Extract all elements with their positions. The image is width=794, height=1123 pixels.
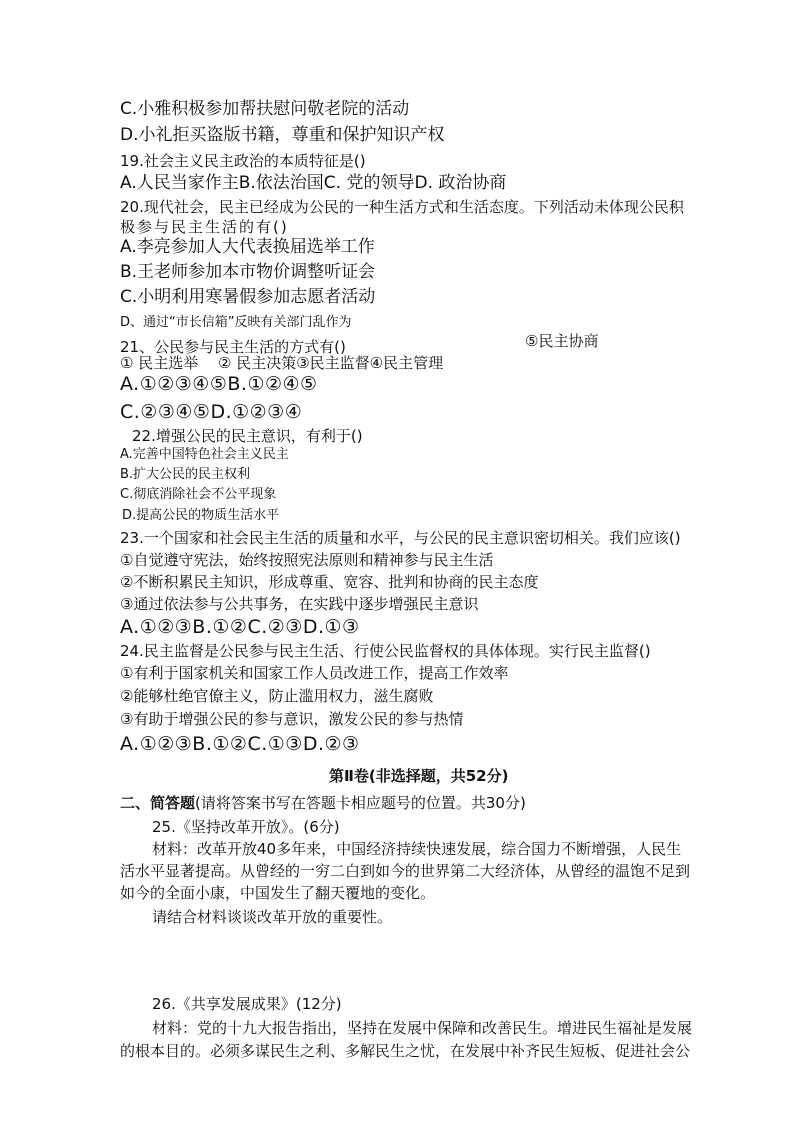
q23-options: A.①②③B.①②C.②③D.①③ (120, 616, 360, 638)
q23-item1: ①自觉遵守宪法，始终按照宪法原则和精神参与民主生活 (120, 551, 494, 569)
q21-options-ab: A.①②③④⑤B.①②④⑤ (120, 373, 318, 395)
q22-option-a: A.完善中国特色社会主义民主 (120, 447, 289, 462)
q26-title: 26.《共享发展成果》(12分) (152, 995, 342, 1013)
q21-stem: 21、公民参与民主生活的方式有() (120, 338, 346, 356)
q23-item3: ③通过依法参与公共事务，在实践中逐步增强民主意识 (120, 595, 479, 613)
q19-stem: 19.社会主义民主政治的本质特征是() (120, 152, 366, 170)
section-note: (请将答案书写在答题卡相应题号的位置。共30分) (195, 794, 526, 812)
q21-options-cd: C.②③④⑤D.①②③④ (120, 401, 303, 423)
q24-item2: ②能够杜绝官僚主义，防止滥用权力，滋生腐败 (120, 687, 434, 705)
q20-option-b: B.王老师参加本市物价调整听证会 (120, 262, 376, 282)
q24-item3: ③有助于增强公民的参与意识，激发公民的参与热情 (120, 710, 464, 728)
q20-option-c: C.小明利用寒暑假参加志愿者活动 (120, 287, 376, 307)
q20-option-a: A.李亮参加人大代表换届选举工作 (120, 237, 375, 257)
q21-items: ① 民主选举 ② 民主决策③民主监督④民主管理 (120, 354, 444, 372)
q22-option-d: D.提高公民的物质生活水平 (122, 508, 280, 523)
q22-option-c: C.彻底消除社会不公平现象 (120, 487, 277, 502)
section-label: 二、简答题 (120, 794, 196, 812)
q19-options: A.人民当家作主B.依法治国C. 党的领导D. 政治协商 (120, 173, 507, 193)
q25-line3: 如今的全面小康，中国发生了翻天覆地的变化。 (120, 884, 436, 902)
part2-title: 第Ⅱ卷(非选择题，共52分) (329, 767, 509, 785)
q20-stem-line1: 20.现代社会，民主已经成为公民的一种生活方式和生活态度。下列活动未体现公民积 (120, 198, 684, 216)
q18-option-c: C.小雅积极参加帮扶慰问敬老院的活动 (120, 99, 410, 119)
q18-option-d: D.小礼拒买盗版书籍，尊重和保护知识产权 (120, 125, 445, 145)
q22-option-b: B.扩大公民的民主权利 (120, 467, 251, 482)
q21-item5: ⑤民主协商 (525, 332, 599, 350)
q25-title: 25.《坚持改革开放》。(6分) (152, 818, 340, 836)
q20-stem-line2: 极参与民主生活的有() (120, 218, 289, 236)
q22-stem: 22.增强公民的民主意识，有利于() (132, 427, 363, 445)
q25-question: 请结合材料谈谈改革开放的重要性。 (152, 908, 393, 926)
q24-item1: ①有利于国家机关和国家工作人员改进工作，提高工作效率 (120, 664, 509, 682)
q25-line2: 活水平显著提高。从曾经的一穷二白到如今的世界第二大经济体，从曾经的温饱不足到 (120, 862, 691, 880)
q26-line1: 材料：党的十九大报告指出，坚持在发展中保障和改善民生。增进民生福祉是发展 (152, 1019, 693, 1037)
q23-item2: ②不断积累民主知识，形成尊重、宽容、批判和协商的民主态度 (120, 573, 539, 591)
q24-stem: 24.民主监督是公民参与民主生活、行使公民监督权的具体体现。实行民主监督() (120, 642, 651, 660)
section-heading (120, 795, 526, 812)
q20-option-d: D、通过“市长信箱”反映有关部门乱作为 (120, 315, 352, 330)
q23-stem: 23.一个国家和社会民主生活的质量和水平，与公民的民主意识密切相关。我们应该() (120, 529, 681, 547)
q24-options: A.①②③B.①②C.①③D.②③ (120, 733, 360, 755)
q26-line2: 的根本目的。必须多谋民生之利、多解民生之忧，在发展中补齐民生短板、促进社会公 (120, 1042, 691, 1060)
q25-line1: 材料：改革开放40多年来，中国经济持续快速发展，综合国力不断增强，人民生 (152, 840, 682, 858)
